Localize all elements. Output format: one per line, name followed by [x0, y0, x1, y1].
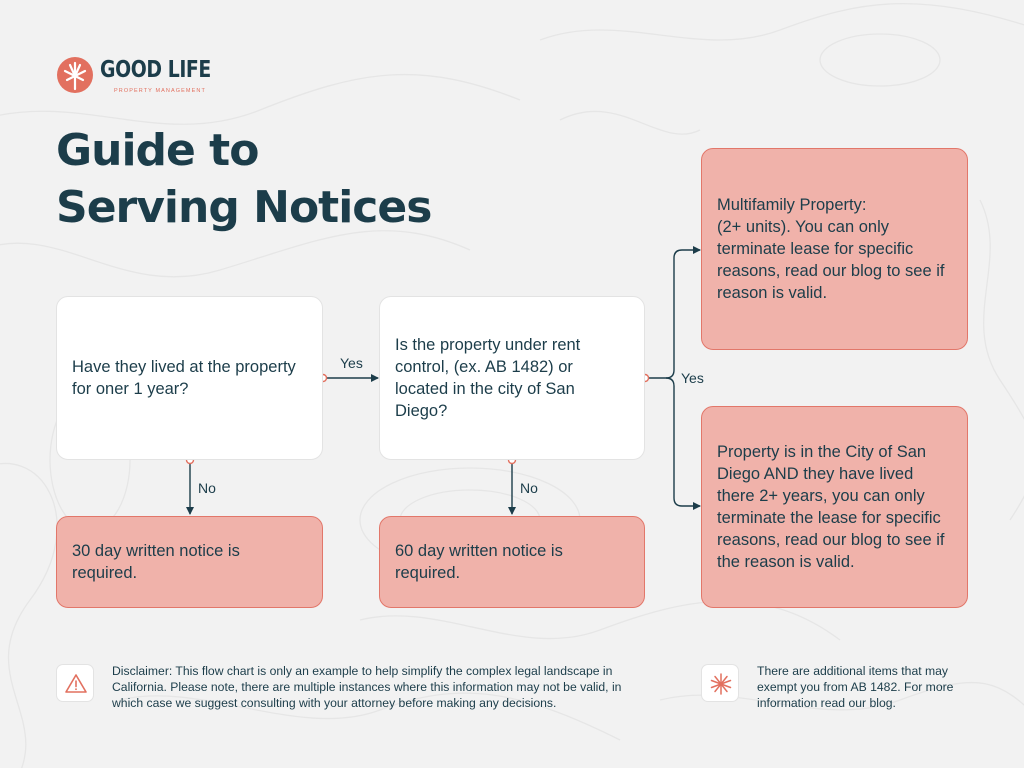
- edge-label-yes-q1: Yes: [340, 355, 363, 371]
- result-node-60-day[interactable]: [379, 516, 645, 608]
- disclaimer-text: Disclaimer: This flow chart is only an example to help simplify the complex legal landscape in California. Please note, there are multiple instances where this information may not be valid, in which case we suggest consulting with your attorney before making any decisions.: [112, 664, 622, 710]
- asterisk-icon: [702, 665, 740, 703]
- result-text: 60 day written notice is required.: [395, 542, 563, 582]
- edge-label-yes-q2: Yes: [681, 370, 704, 386]
- connector-q2-yes-lower: [666, 378, 700, 506]
- disclaimer-icon-box: [56, 664, 94, 702]
- result-node-30-day[interactable]: [56, 516, 323, 608]
- edge-label-no-q2: No: [520, 480, 538, 496]
- additional-info-text: There are additional items that may exempt you from AB 1482. For more information read our blog.: [757, 664, 954, 710]
- result-text: (2+ units). You can only terminate lease for specific reasons, read our blog to see if reason is valid.: [717, 218, 945, 302]
- result-node-san-diego[interactable]: [701, 406, 968, 608]
- result-heading: Multifamily Property:: [717, 196, 867, 214]
- result-node-multifamily[interactable]: [701, 148, 968, 350]
- page-title-line-1: Guide to: [56, 125, 259, 176]
- brand-tagline: PROPERTY MANAGEMENT: [114, 88, 206, 94]
- result-text: Property is in the City of San Diego AND they have lived there 2+ years, you can only terminate the lease for specific reasons, read our blog to see if the reason is valid.: [717, 443, 945, 571]
- warning-triangle-icon: [57, 665, 95, 703]
- question-node-lived-one-year[interactable]: [56, 296, 323, 460]
- question-text: Is the property under rent control, (ex. AB 1482) or located in the city of San Diego?: [395, 336, 581, 420]
- additional-info-icon-box: [701, 664, 739, 702]
- result-text: 30 day written notice is required.: [72, 542, 240, 582]
- edge-label-no-q1: No: [198, 480, 216, 496]
- result-text-block: [717, 194, 952, 304]
- connector-q2-yes-upper: [666, 250, 700, 378]
- brand-name: GOOD LIFE: [100, 57, 211, 83]
- page-title-line-2: Serving Notices: [56, 182, 432, 233]
- question-node-rent-control[interactable]: [379, 296, 645, 460]
- question-text: Have they lived at the property for oner 1 year?: [72, 358, 296, 398]
